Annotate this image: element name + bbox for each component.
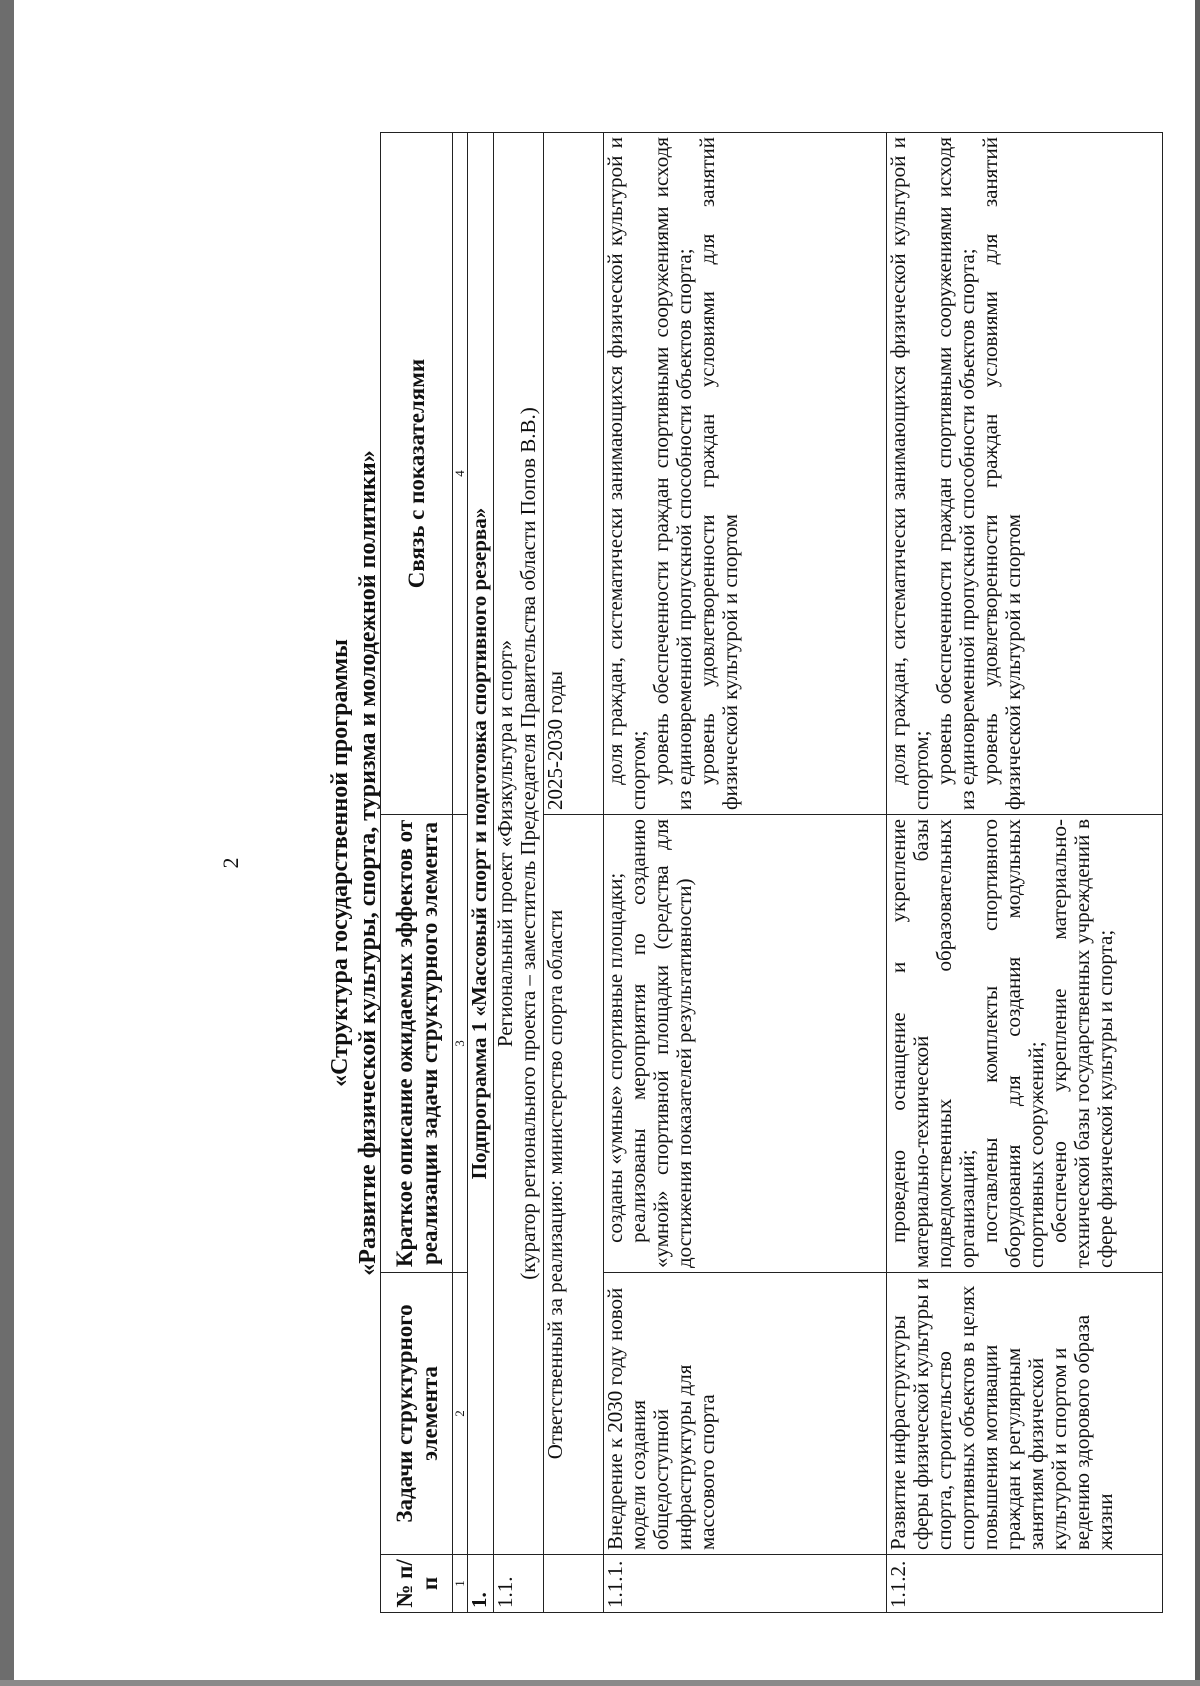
header-tasks: Задачи структурного элемента	[381, 1273, 453, 1555]
effect-item: обеспечено укрепление материально-технической базы государственных учреждений в сфере физической культуры и спорта;	[1047, 819, 1117, 1268]
page-number: 2	[218, 857, 243, 869]
indicator-item: уровень обеспеченности граждан спортивными сооружениями исходя из единовременной пропускной способности объектов спорта;	[649, 137, 696, 810]
subprogram-title: Подпрограмма 1 «Массовый спорт и подготовка спортивного резерва»	[468, 133, 494, 1555]
column-number: 4	[453, 133, 468, 815]
column-number: 3	[453, 815, 468, 1273]
indicator-item: уровень удовлетворенности граждан условиями для занятий физической культурой и спортом	[695, 137, 742, 810]
indicator-item: доля граждан, систематически занимающихся физической культурой и спортом;	[886, 137, 933, 810]
indicator-item: уровень обеспеченности граждан спортивными сооружениями исходя из единовременной пропускной способности объектов спорта;	[932, 137, 979, 810]
project-row	[494, 133, 544, 1613]
effect-item: созданы «умные» спортивные площадки;	[603, 872, 627, 1243]
rotated-page-content	[218, 83, 1198, 1643]
task-cell: Внедрение к 2030 году новой модели создания общедоступной инфраструктуры для массового спорта	[604, 1273, 887, 1555]
subprogram-number: 1.	[468, 1555, 494, 1613]
header-number: № п/п	[381, 1555, 453, 1613]
header-effects: Краткое описание ожидаемых эффектов от реализации задачи структурного элемента	[381, 815, 453, 1273]
scan-edge-left	[0, 0, 14, 1686]
effect-item: проведено оснащение и укрепление материально-технической базы подведомственных образовательных организаций;	[886, 819, 979, 1268]
header-row	[381, 133, 453, 1613]
column-number: 1	[453, 1555, 468, 1613]
indicator-item: уровень удовлетворенности граждан условиями для занятий физической культурой и спортом	[978, 137, 1025, 810]
indicator-item: доля граждан, систематически занимающихся физической культурой и спортом;	[603, 137, 650, 810]
effects-cell	[604, 815, 887, 1273]
task-cell: Развитие инфраструктуры сферы физической культуры и спорта, строительство спортивных объектов в целях повышения мотивации граждан к регулярным занятиям физической культурой и спортом и ведению здорового образа жизни	[887, 1273, 1163, 1555]
project-description	[494, 133, 544, 1555]
table-row	[887, 133, 1163, 1613]
table-row	[604, 133, 887, 1613]
empty-cell	[544, 1555, 604, 1613]
document-title	[326, 83, 382, 1643]
header-indicators: Связь с показателями	[381, 133, 453, 815]
effect-item: реализованы мероприятия по созданию «умной» спортивной площадки (средства для достижения показателей результативности)	[626, 819, 696, 1268]
responsible-executor: Ответственный за реализацию: министерство спорта области	[544, 815, 604, 1555]
project-title: Региональный проект «Физкультура и спорт»	[493, 639, 517, 1048]
title-line-2: «Развитие физической культуры, спорта, туризма и молодежной политики»	[355, 450, 381, 1276]
indicators-cell	[604, 133, 887, 815]
structure-table	[380, 132, 1163, 1613]
row-number: 1.1.2.	[887, 1555, 1163, 1613]
implementation-period: 2025-2030 годы	[544, 133, 604, 815]
indicators-cell	[887, 133, 1163, 815]
responsible-row	[544, 133, 604, 1613]
title-line-1: «Структура государственной программы	[327, 639, 353, 1087]
project-number: 1.1.	[494, 1555, 544, 1613]
subprogram-row	[468, 133, 494, 1613]
effects-cell	[887, 815, 1163, 1273]
row-number: 1.1.1.	[604, 1555, 887, 1613]
project-curator: (куратор регионального проекта – заместитель Председателя Правительства области Попов В.В.)	[516, 407, 540, 1280]
column-number: 2	[453, 1273, 468, 1555]
scan-edge-bottom	[0, 1680, 1200, 1686]
column-numbers-row	[453, 133, 468, 1613]
effect-item: поставлены комплекты спортивного оборудования для создания модульных спортивных сооружений;	[978, 819, 1048, 1268]
